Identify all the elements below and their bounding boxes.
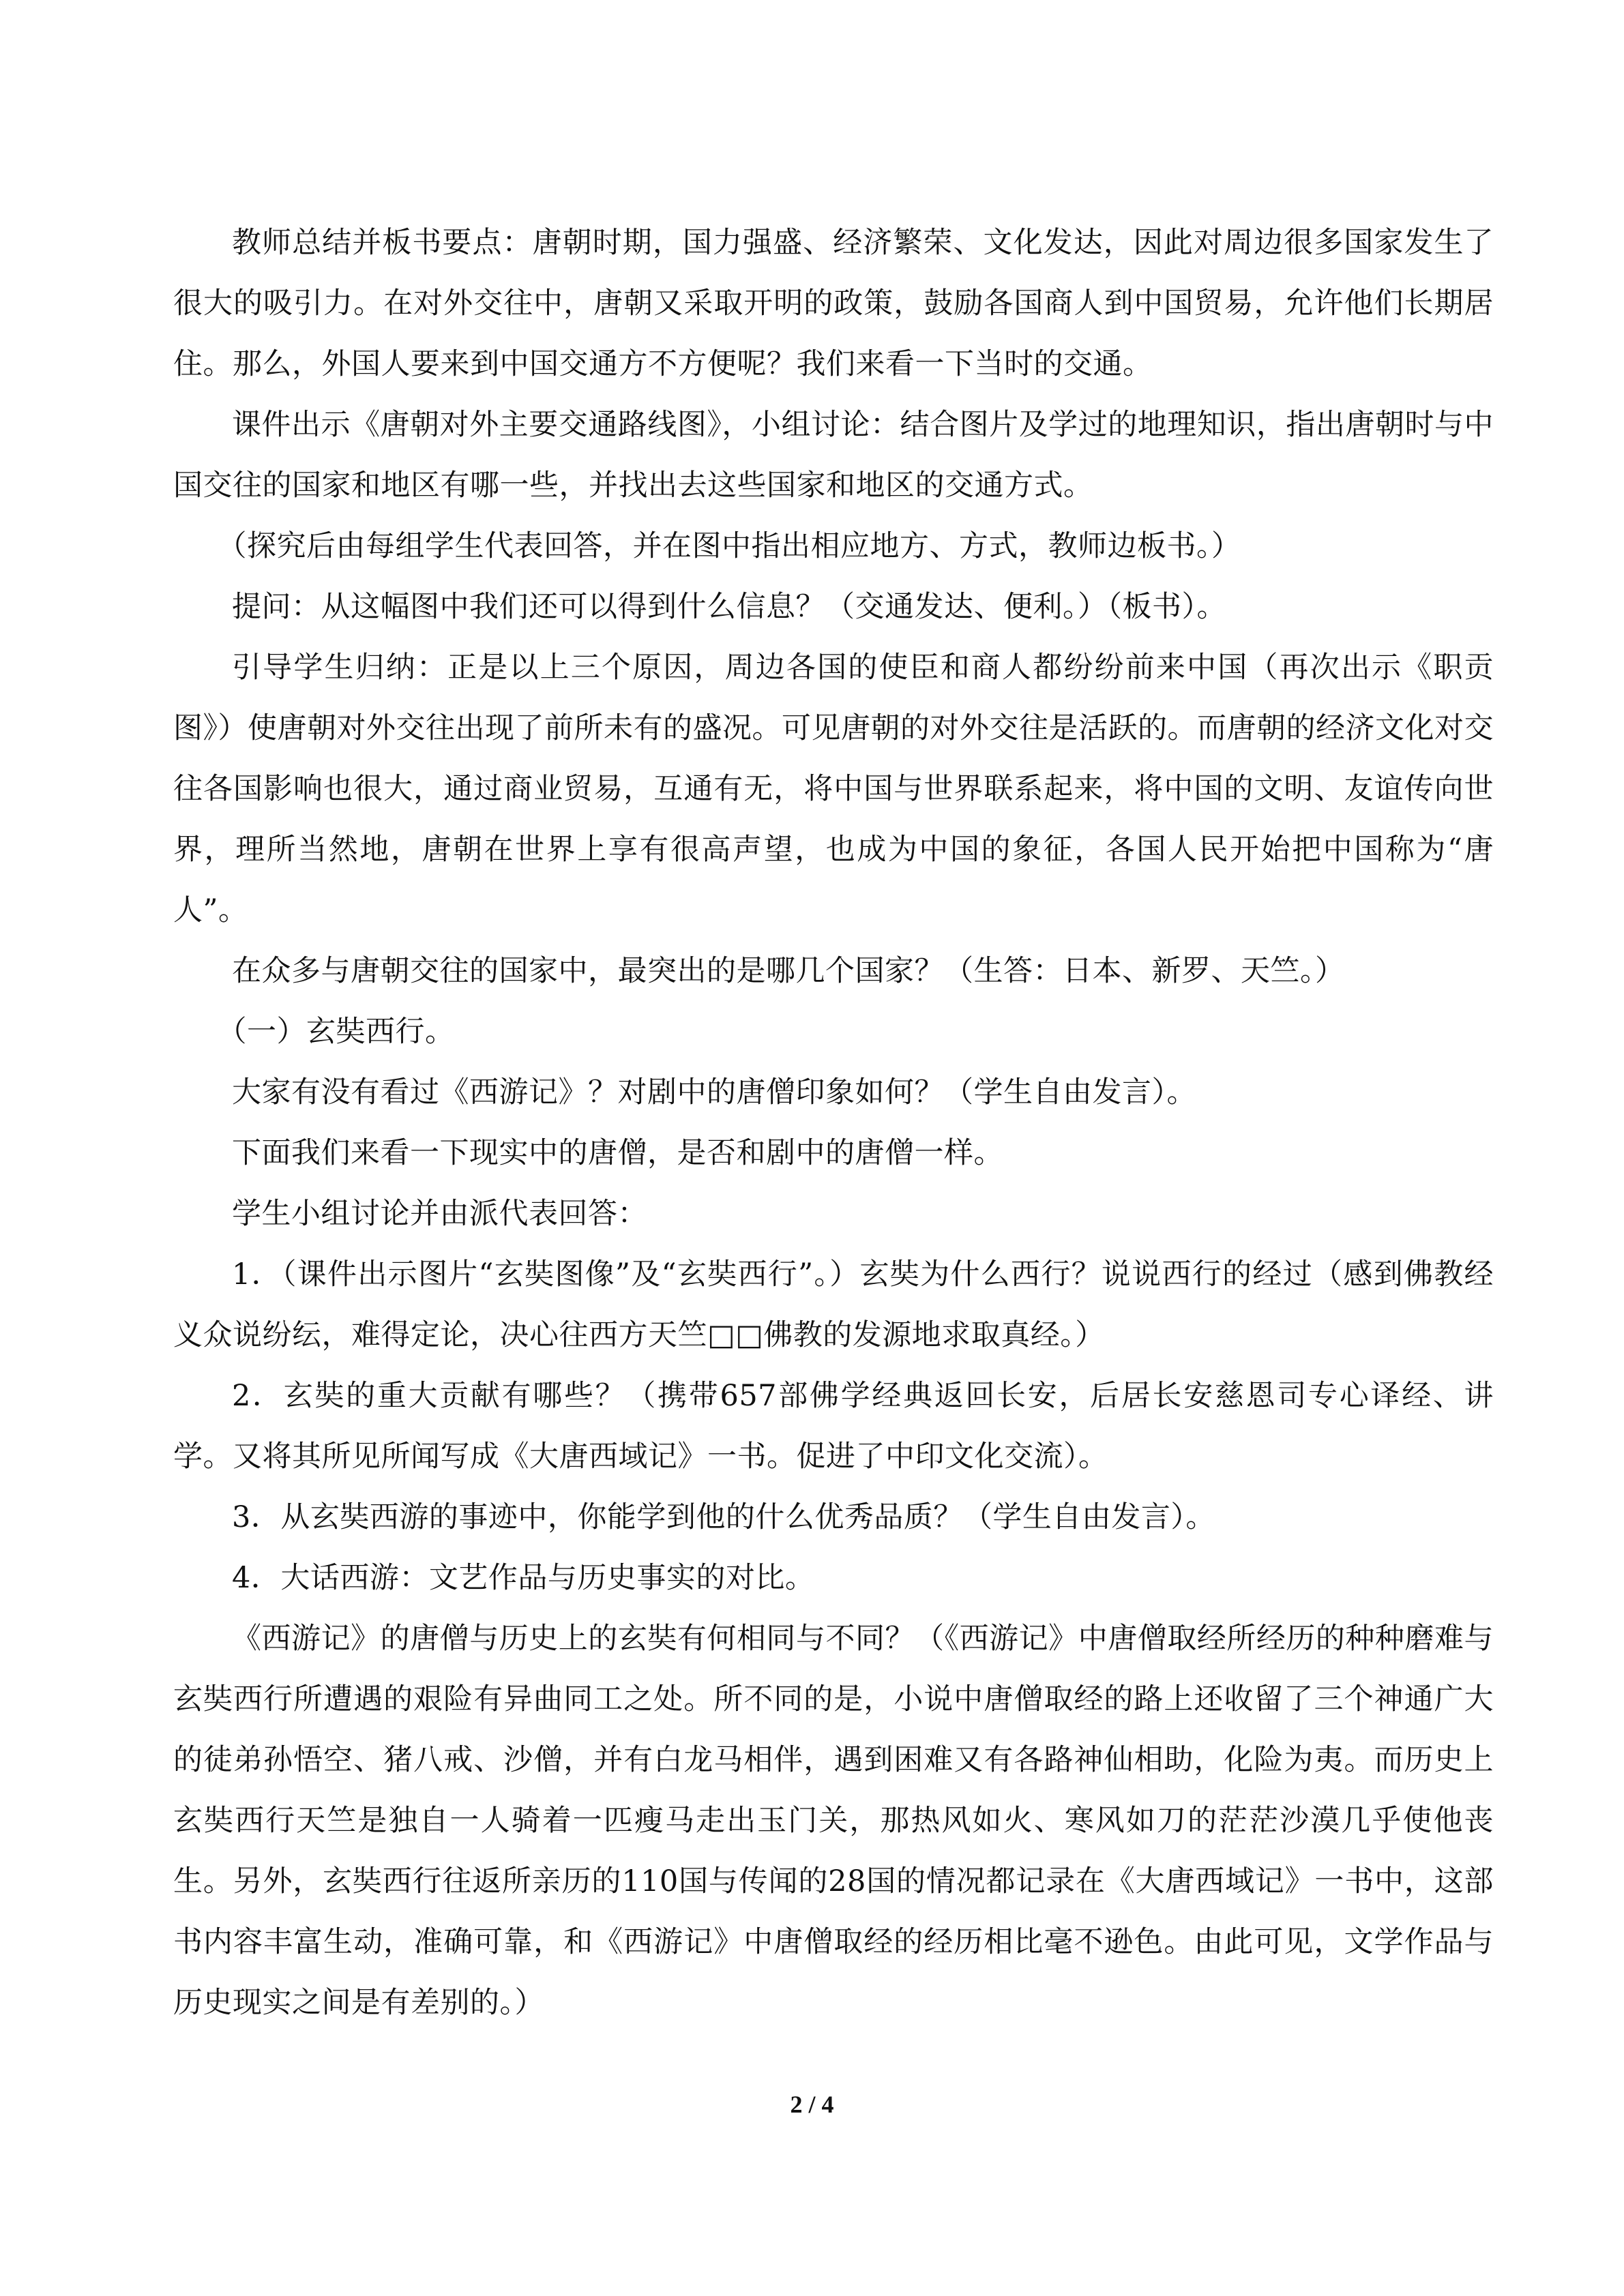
list-item-1: 1．（课件出示图片“玄奘图像”及“玄奘西行”。）玄奘为什么西行？说说西行的经过（感到佛教经义众说纷纭，难得定论，决心往西方天竺□□佛教的发源地求取真经。） — [173, 1257, 1494, 1352]
paragraph-group-answer: （探究后由每组学生代表回答，并在图中指出相应地方、方式，教师边板书。） — [217, 529, 1241, 563]
list-item-2: 2．玄奘的重大贡献有哪些？（携带657部佛学经典返回长安，后居长安慈恩司专心译经、讲学。又将其所见所闻写成《大唐西域记》一书。促进了中印文化交流）。 — [173, 1379, 1494, 1474]
page-number: 2 / 4 — [790, 2091, 834, 2118]
paragraph-teacher-summary: 教师总结并板书要点：唐朝时期，国力强盛、经济繁荣、文化发达，因此对周边很多国家发生了很大的吸引力。在对外交往中，唐朝又采取开明的政策，鼓励各国商人到中国贸易，允许他们长期居住。那么，外国人要来到中国交通方不方便呢？我们来看一下当时的交通。 — [173, 226, 1494, 381]
section-heading-xuanzang: （一）玄奘西行。 — [217, 1015, 455, 1049]
list-item-3: 3．从玄奘西游的事迹中，你能学到他的什么优秀品质？（学生自由发言）。 — [232, 1500, 1215, 1534]
paragraph-question-info: 提问：从这幅图中我们还可以得到什么信息？（交通发达、便利。）（板书）。 — [232, 590, 1226, 624]
paragraph-guide-summary: 引导学生归纳：正是以上三个原因，周边各国的使臣和商人都纷纷前来中国（再次出示《职贡图》）使唐朝对外交往出现了前所未有的盛况。可见唐朝的对外交往是活跃的。而唐朝的经济文化对交往各国影响也很大，通过商业贸易，互通有无，将中国与世界联系起来，将中国的文明、友谊传向世界，理所当然地，唐朝在世界上享有很高声望，也成为中国的象征，各国人民开始把中国称为“唐人”。 — [173, 651, 1494, 927]
document-body — [173, 213, 1494, 2033]
paragraph-real-tang-monk: 下面我们来看一下现实中的唐僧，是否和剧中的唐僧一样。 — [232, 1136, 1003, 1170]
paragraph-prominent-countries: 在众多与唐朝交往的国家中，最突出的是哪几个国家？（生答：日本、新罗、天竺。） — [232, 954, 1345, 988]
list-item-4: 4．大话西游：文艺作品与历史事实的对比。 — [232, 1561, 815, 1595]
paragraph-journey-west-question: 大家有没有看过《西游记》？对剧中的唐僧印象如何？（学生自由发言）。 — [232, 1075, 1196, 1109]
paragraph-comparison: 《西游记》的唐僧与历史上的玄奘有何相同与不同？（《西游记》中唐僧取经所经历的种种磨难与玄奘西行所遭遇的艰险有异曲同工之处。所不同的是，小说中唐僧取经的路上还收留了三个神通广大的徒弟孙悟空、猪八戒、沙僧，并有白龙马相伴，遇到困难又有各路神仙相助，化险为夷。而历史上玄奘西行天竺是独自一人骑着一匹瘦马走出玉门关，那热风如火、寒风如刀的茫茫沙漠几乎使他丧生。另外，玄奘西行往返所亲历的110国与传闻的28国的情况都记录在《大唐西域记》一书中，这部书内容丰富生动，准确可靠，和《西游记》中唐僧取经的经历相比毫不逊色。由此可见，文学作品与历史现实之间是有差别的。） — [173, 1622, 1494, 2020]
paragraph-courseware-map: 课件出示《唐朝对外主要交通路线图》，小组讨论：结合图片及学过的地理知识，指出唐朝时与中国交往的国家和地区有哪一些，并找出去这些国家和地区的交通方式。 — [173, 408, 1494, 503]
paragraph-group-discussion: 学生小组讨论并由派代表回答： — [232, 1197, 647, 1231]
